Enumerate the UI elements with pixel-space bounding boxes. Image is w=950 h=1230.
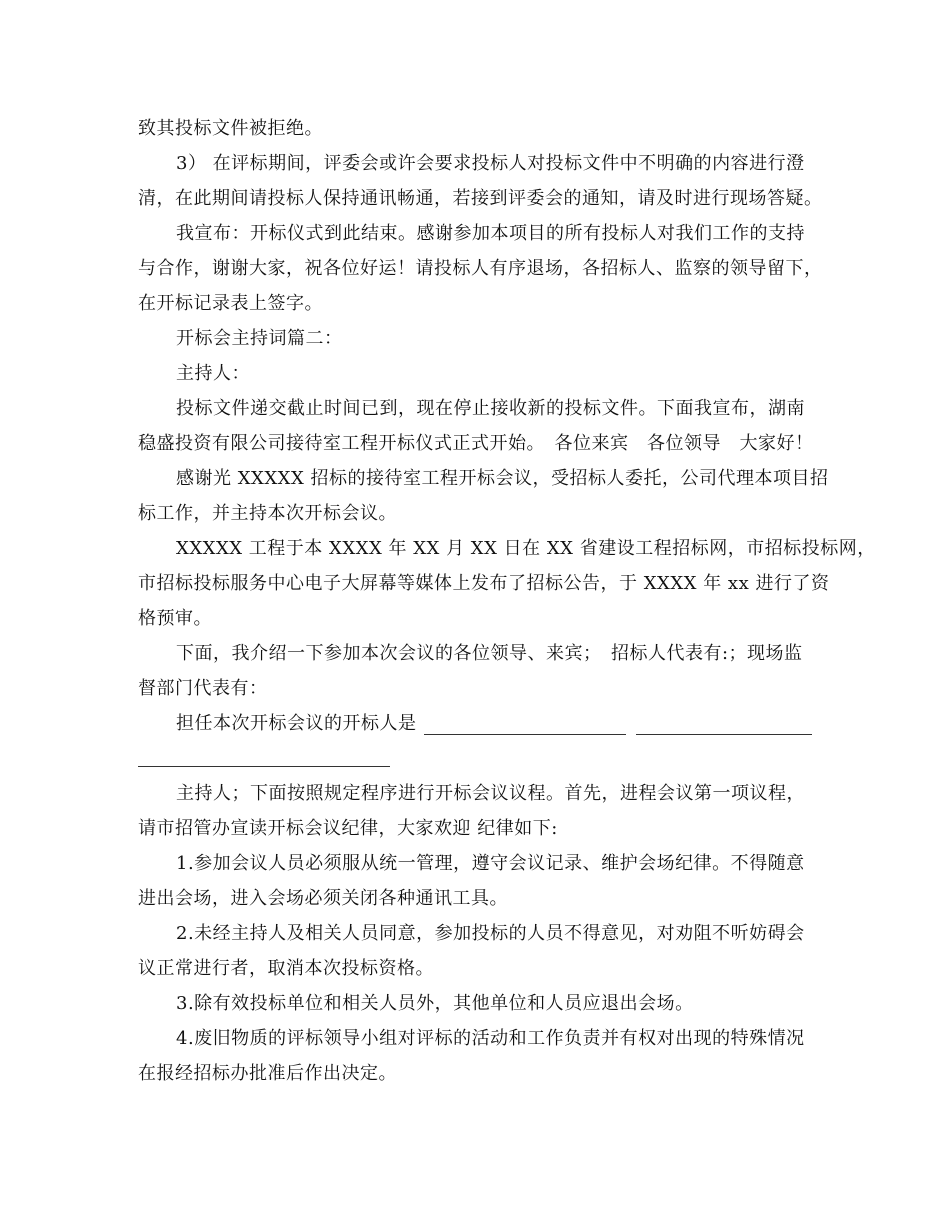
text-line: 下面，我介绍一下参加本次会议的各位领导、来宾； 招标人代表有:；现场监 bbox=[176, 643, 803, 664]
text-line: 议正常进行者，取消本次投标资格。 bbox=[138, 958, 434, 979]
text-line: 清，在此期间请投标人保持通讯畅通，若接到评委会的通知，请及时进行现场答疑。 bbox=[138, 188, 823, 209]
list-item: 2.未经主持人及相关人员同意，参加投标的人员不得意见，对劝阻不听妨碍会 bbox=[176, 923, 805, 944]
section-heading: 开标会主持词篇二： bbox=[176, 328, 343, 349]
text-line: 进出会场，进入会场必须关闭各种通讯工具。 bbox=[138, 888, 508, 909]
text-line: 我宣布：开标仪式到此结束。感谢参加本项目的所有投标人对我们工作的支持 bbox=[176, 223, 805, 244]
list-item: 4.废旧物质的评标领导小组对评标的活动和工作负责并有权对出现的特殊情况 bbox=[176, 1028, 805, 1049]
fill-in-blank-line bbox=[424, 734, 626, 735]
list-item: 3.除有效投标单位和相关人员外，其他单位和人员应退出会场。 bbox=[176, 993, 694, 1014]
text-line: 与合作，谢谢大家，祝各位好运！请投标人有序退场，各招标人、监察的领导留下， bbox=[138, 258, 823, 279]
text-line: 稳盛投资有限公司接待室工程开标仪式正式开始。 各位来宾 各位领导 大家好！ bbox=[138, 433, 814, 454]
fill-in-blank-line bbox=[138, 766, 390, 767]
text-line: 标工作，并主持本次开标会议。 bbox=[138, 503, 397, 524]
text-line: 请市招管办宣读开标会议纪律，大家欢迎 纪律如下: bbox=[138, 818, 558, 839]
text-line: 主持人；下面按照规定程序进行开标会议议程。首先，进程会议第一项议程， bbox=[176, 783, 805, 804]
text-line: 督部门代表有： bbox=[138, 678, 268, 699]
text-line: 致其投标文件被拒绝。 bbox=[138, 118, 323, 139]
text-line: 主持人： bbox=[176, 363, 250, 384]
text-line: 在报经招标办批准后作出决定。 bbox=[138, 1063, 397, 1084]
text-line: 格预审。 bbox=[138, 608, 212, 629]
text-line: 3） 在评标期间，评委会或许会要求投标人对投标文件中不明确的内容进行澄 bbox=[176, 153, 805, 174]
text-line: 感谢光 XXXXX 招标的接待室工程开标会议，受招标人委托，公司代理本项目招 bbox=[176, 468, 829, 489]
fill-in-blank-line bbox=[636, 734, 812, 735]
text-line: 市招标投标服务中心电子大屏幕等媒体上发布了招标公告，于 XXXX 年 xx 进行了资 bbox=[138, 573, 830, 594]
list-item: 1.参加会议人员必须服从统一管理，遵守会议记录、维护会场纪律。不得随意 bbox=[176, 853, 805, 874]
text-line: 投标文件递交截止时间已到，现在停止接收新的投标文件。下面我宣布，湖南 bbox=[176, 398, 805, 419]
text-line: XXXXX 工程于本 XXXX 年 XX 月 XX 日在 XX 省建设工程招标网，市招标投标网， bbox=[176, 538, 876, 559]
text-line: 在开标记录表上签字。 bbox=[138, 293, 323, 314]
text-line: 担任本次开标会议的开标人是 bbox=[176, 713, 417, 734]
